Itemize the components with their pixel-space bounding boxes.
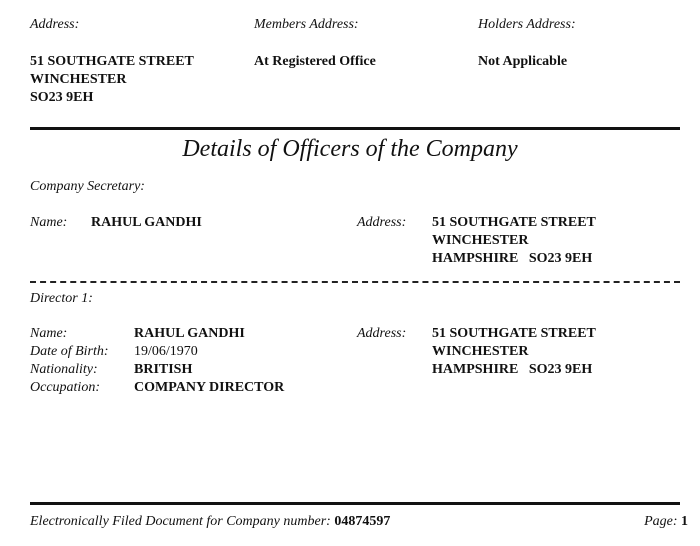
director-address-label: Address: xyxy=(357,326,407,341)
address-label: Address: xyxy=(30,17,80,32)
director-nationality-value: BRITISH xyxy=(134,362,193,377)
page-indicator xyxy=(644,513,688,531)
holders-address-value: Not Applicable xyxy=(478,54,568,69)
secretary-section-label: Company Secretary: xyxy=(30,179,145,194)
address-line: 51 SOUTHGATE STREET xyxy=(432,326,596,341)
director-occupation-value: COMPANY DIRECTOR xyxy=(134,380,285,395)
page-title: Details of Officers of the Company xyxy=(182,136,518,162)
holders-address-label: Holders Address: xyxy=(478,17,576,32)
address-line: 51 SOUTHGATE STREET xyxy=(30,54,194,69)
director-section-label: Director 1: xyxy=(30,291,93,306)
filed-text: Electronically Filed Document for Company number: xyxy=(30,514,331,529)
director-dob-value: 19/06/1970 xyxy=(134,344,198,359)
page-number: 1 xyxy=(681,514,688,529)
address-line: HAMPSHIRE SO23 9EH xyxy=(432,251,593,266)
footer-divider xyxy=(30,502,680,505)
address-line: 51 SOUTHGATE STREET xyxy=(432,215,596,230)
director-occupation-label: Occupation: xyxy=(30,380,100,395)
address-line: WINCHESTER xyxy=(30,72,127,87)
registered-address xyxy=(30,53,194,107)
secretary-address xyxy=(432,214,596,268)
address-line: SO23 9EH xyxy=(30,90,94,105)
company-number: 04874597 xyxy=(334,514,391,529)
director-name-label: Name: xyxy=(30,326,68,341)
footer-filed-text xyxy=(30,513,390,531)
dashed-separator xyxy=(30,281,680,283)
director-dob-label: Date of Birth: xyxy=(30,344,109,359)
director-name-value: RAHUL GANDHI xyxy=(134,326,245,341)
secretary-name-value: RAHUL GANDHI xyxy=(91,215,202,230)
address-line: WINCHESTER xyxy=(432,233,529,248)
address-line: WINCHESTER xyxy=(432,344,529,359)
members-address-value: At Registered Office xyxy=(254,54,376,69)
section-divider xyxy=(30,127,680,130)
secretary-name-label: Name: xyxy=(30,215,68,230)
director-nationality-label: Nationality: xyxy=(30,362,98,377)
address-line: HAMPSHIRE SO23 9EH xyxy=(432,362,593,377)
members-address-label: Members Address: xyxy=(254,17,359,32)
page-label: Page: xyxy=(644,514,678,529)
director-address xyxy=(432,325,596,379)
secretary-address-label: Address: xyxy=(357,215,407,230)
